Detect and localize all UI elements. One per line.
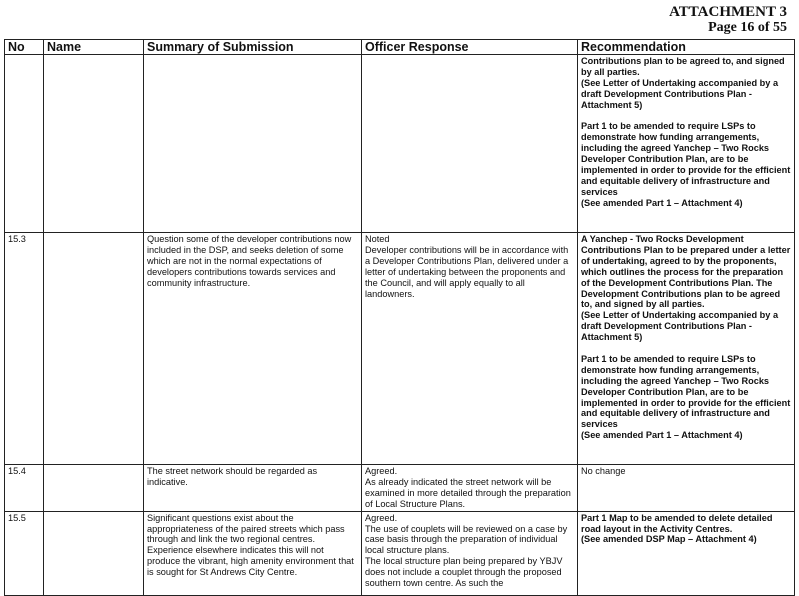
cell-response bbox=[362, 465, 578, 512]
cell-no: 15.3 bbox=[5, 233, 44, 465]
cell-response bbox=[362, 55, 578, 233]
recommendation-text: Contributions plan to be agreed to, and signed by all parties. bbox=[581, 56, 785, 77]
submissions-table bbox=[4, 39, 795, 596]
response-text: Developer contributions will be in accordance with a Developer Contributions Plan, delivered under a letter of undertaking between the proponents and the Council, and will apply equally to all landowners. bbox=[365, 244, 569, 299]
response-status: Agreed. bbox=[365, 512, 398, 523]
response-text: As already indicated the street network will be examined in more detailed through the preparation of Local Structure Plans. bbox=[365, 476, 571, 509]
recommendation-text: Part 1 to be amended to require LSPs to demonstrate how funding arrangements, including the agreed Yanchep – Two Rocks Developer Contribution Plan, are to be implemented in order to provide for the efficient and equitable delivery of infrastructure and services bbox=[581, 121, 791, 197]
col-header-response: Officer Response bbox=[362, 40, 578, 55]
table-row bbox=[5, 511, 795, 595]
cell-response bbox=[362, 233, 578, 465]
cell-summary bbox=[144, 511, 362, 595]
cell-no: 15.5 bbox=[5, 511, 44, 595]
recommendation-text: No change bbox=[581, 466, 626, 476]
cell-no: 15.4 bbox=[5, 465, 44, 512]
response-text: The use of couplets will be reviewed on a case by case basis through the preparation of individual local structure plans. bbox=[365, 523, 568, 556]
table-row bbox=[5, 55, 795, 233]
col-header-summary: Summary of Submission bbox=[144, 40, 362, 55]
cell-name bbox=[44, 465, 144, 512]
recommendation-text: Part 1 Map to be amended to delete detailed road layout in the Activity Centres. bbox=[581, 512, 773, 534]
cell-response bbox=[362, 511, 578, 595]
cell-summary bbox=[144, 55, 362, 233]
recommendation-text: Part 1 to be amended to require LSPs to demonstrate how funding arrangements, including the agreed Yanchep – Two Rocks Developer Contribution Plan, are to be implemented in order to provide for the efficient and equitable delivery of infrastructure and services bbox=[581, 353, 791, 430]
cell-no bbox=[5, 55, 44, 233]
recommendation-text: A Yanchep - Two Rocks Development Contributions Plan to be prepared under a letter of undertaking, agreed to by the proponents, which outlines the process for the preparation of the Development Contributions Plan. The Development Contributions plan to be agreed to, and signed by all parties. bbox=[581, 234, 791, 310]
summary-text: Significant questions exist about the appropriateness of the paired streets which pass through and link the two regional centres. Experience elsewhere indicates this will not produce the vibrant, high amenity environment that is sought for St Andrews City Centre. bbox=[147, 512, 354, 578]
recommendation-reference: (See amended Part 1 – Attachment 4) bbox=[581, 197, 743, 208]
table-header-row bbox=[5, 40, 795, 55]
cell-summary bbox=[144, 233, 362, 465]
response-text: The local structure plan being prepared by YBJV does not include a couplet through the proposed southern town centre. As such the bbox=[365, 556, 563, 589]
recommendation-reference: (See amended DSP Map – Attachment 4) bbox=[581, 534, 757, 545]
attachment-label: ATTACHMENT 3 bbox=[669, 4, 787, 20]
col-header-name: Name bbox=[44, 40, 144, 55]
cell-recommendation bbox=[578, 55, 795, 233]
page-number: Page 16 of 55 bbox=[708, 20, 787, 35]
cell-summary bbox=[144, 465, 362, 512]
page-header bbox=[669, 4, 787, 36]
cell-name bbox=[44, 233, 144, 465]
response-status: Agreed. bbox=[365, 466, 398, 476]
recommendation-reference: (See Letter of Undertaking accompanied by a draft Development Contributions Plan - Attachment 5) bbox=[581, 310, 779, 343]
cell-recommendation bbox=[578, 233, 795, 465]
recommendation-reference: (See Letter of Undertaking accompanied by a draft Development Contributions Plan - Attachment 5) bbox=[581, 77, 779, 110]
cell-name bbox=[44, 511, 144, 595]
col-header-no: No bbox=[5, 40, 44, 55]
table-row bbox=[5, 233, 795, 465]
summary-text: The street network should be regarded as indicative. bbox=[147, 466, 318, 487]
cell-recommendation bbox=[578, 465, 795, 512]
recommendation-reference: (See amended Part 1 – Attachment 4) bbox=[581, 430, 743, 441]
cell-recommendation bbox=[578, 511, 795, 595]
summary-text: Question some of the developer contributions now included in the DSP, and seeks deletion of some which are not in the normal expectations of developers contributions towards services and community infrastructure. bbox=[147, 234, 352, 288]
cell-name bbox=[44, 55, 144, 233]
table-row bbox=[5, 465, 795, 512]
col-header-recommendation: Recommendation bbox=[578, 40, 795, 55]
response-status: Noted bbox=[365, 234, 390, 244]
